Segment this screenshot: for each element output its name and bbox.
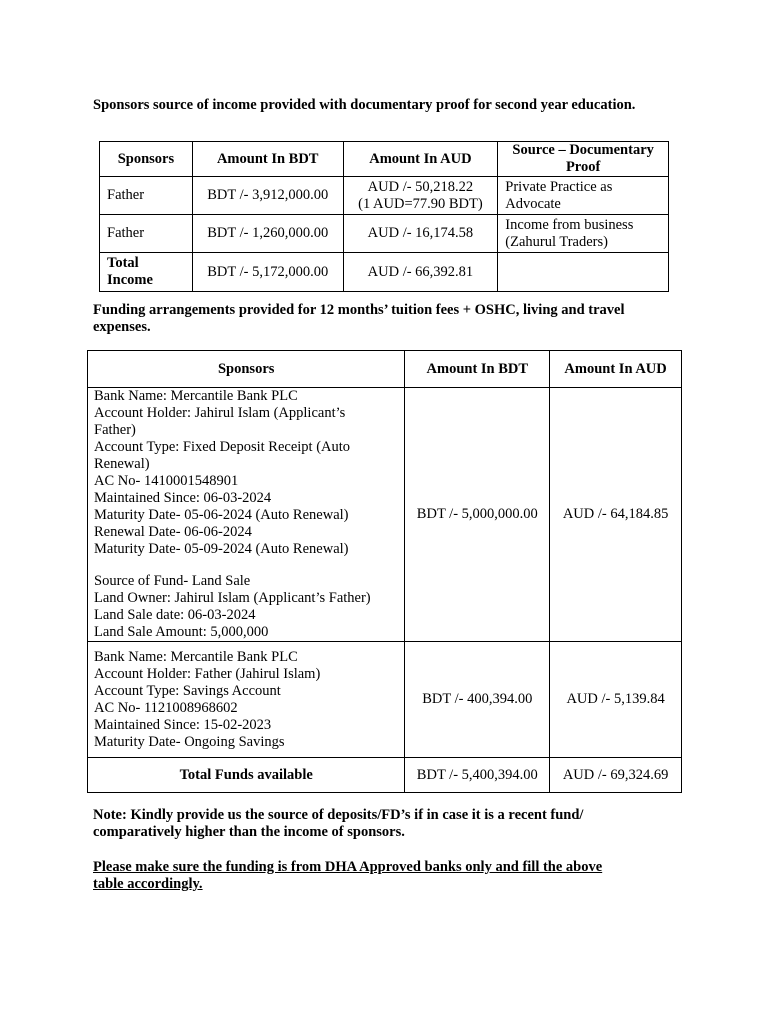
table-row (100, 215, 669, 253)
detail-line: Maturity Date- 05-06-2024 (Auto Renewal) (94, 507, 349, 523)
total-income-source (498, 253, 669, 292)
funding-total-row (88, 758, 682, 793)
total-funds-aud: AUD /- 69,324.69 (550, 758, 682, 793)
table-row (88, 388, 682, 642)
funding-section-heading (93, 302, 625, 336)
detail-line: Land Sale Amount: 5,000,000 (94, 624, 269, 640)
funding-heading-line: Funding arrangements provided for 12 months’ tuition fees + OSHC, living and travel (93, 302, 625, 318)
detail-line: Account Type: Fixed Deposit Receipt (Auto (94, 439, 351, 455)
detail-line: Maturity Date- Ongoing Savings (94, 733, 285, 750)
detail-line: Account Holder: Jahirul Islam (Applicant’s (94, 405, 346, 421)
income-source-cell (498, 215, 669, 253)
total-label-line: Total (107, 255, 139, 271)
funding-header-aud: Amount In AUD (550, 351, 682, 388)
funding-header-bdt: Amount In BDT (405, 351, 550, 388)
source-line: Advocate (505, 195, 561, 212)
total-income-label (100, 253, 193, 292)
detail-line: Maturity Date- 05-09-2024 (Auto Renewal) (94, 541, 349, 557)
income-aud-cell: AUD /- 16,174.58 (343, 215, 498, 253)
detail-line: Bank Name: Mercantile Bank PLC (94, 648, 298, 665)
detail-line: Bank Name: Mercantile Bank PLC (94, 388, 298, 404)
funding-arrangements-table (87, 350, 682, 793)
total-funds-label: Total Funds available (88, 758, 405, 793)
source-line: Private Practice as (505, 178, 613, 195)
fixed-deposit-details (88, 388, 405, 642)
income-total-row (100, 253, 669, 292)
source-line: (Zahurul Traders) (505, 233, 608, 250)
funding-aud-cell: AUD /- 5,139.84 (550, 642, 682, 758)
warning-line: table accordingly. (93, 876, 203, 892)
detail-line: Account Holder: Father (Jahirul Islam) (94, 665, 321, 682)
income-header-bdt: Amount In BDT (192, 142, 343, 177)
income-section-heading: Sponsors source of income provided with documentary proof for second year education. (93, 97, 636, 113)
deposit-source-note (93, 807, 583, 841)
funding-aud-cell: AUD /- 64,184.85 (550, 388, 682, 642)
table-row (100, 177, 669, 215)
income-source-cell (498, 177, 669, 215)
funding-table-header-row (88, 351, 682, 388)
approved-banks-warning (93, 859, 602, 893)
income-aud-value: AUD /- 50,218.22 (367, 178, 474, 195)
detail-line: Land Owner: Jahirul Islam (Applicant’s Father) (94, 590, 371, 606)
detail-line: Source of Fund- Land Sale (94, 573, 251, 589)
funding-heading-line: expenses. (93, 319, 151, 335)
detail-line: Maintained Since: 15-02-2023 (94, 716, 272, 733)
income-header-source: Source – Documentary Proof (498, 142, 669, 177)
funding-bdt-cell: BDT /- 5,000,000.00 (405, 388, 550, 642)
income-bdt-cell: BDT /- 1,260,000.00 (192, 215, 343, 253)
total-funds-bdt: BDT /- 5,400,394.00 (405, 758, 550, 793)
note-line: comparatively higher than the income of sponsors. (93, 824, 405, 840)
income-bdt-cell: BDT /- 3,912,000.00 (192, 177, 343, 215)
detail-line: Renewal) (94, 456, 150, 472)
sponsor-income-table (99, 141, 669, 292)
funding-header-sponsors: Sponsors (88, 351, 405, 388)
detail-line: Renewal Date- 06-06-2024 (94, 524, 252, 540)
detail-spacer (94, 558, 404, 573)
income-header-sponsors: Sponsors (100, 142, 193, 177)
warning-line: Please make sure the funding is from DHA Approved banks only and fill the above (93, 859, 603, 875)
detail-line: Father) (94, 422, 136, 438)
savings-account-details (88, 642, 405, 758)
funding-bdt-cell: BDT /- 400,394.00 (405, 642, 550, 758)
income-table-header-row (100, 142, 669, 177)
source-line: Income from business (505, 216, 634, 233)
detail-line: AC No- 1410001548901 (94, 473, 239, 489)
table-row (88, 642, 682, 758)
detail-line: AC No- 1121008968602 (94, 699, 238, 716)
detail-line: Account Type: Savings Account (94, 682, 281, 699)
note-line: Note: Kindly provide us the source of deposits/FD’s if in case it is a recent fund/ (93, 807, 584, 823)
total-label-line: Income (107, 272, 153, 288)
income-sponsor-cell: Father (100, 177, 193, 215)
total-income-bdt: BDT /- 5,172,000.00 (192, 253, 343, 292)
detail-line: Maintained Since: 06-03-2024 (94, 490, 272, 506)
exchange-rate-note: (1 AUD=77.90 BDT) (358, 195, 483, 212)
detail-line: Land Sale date: 06-03-2024 (94, 607, 256, 623)
income-header-aud: Amount In AUD (343, 142, 498, 177)
income-aud-cell (343, 177, 498, 215)
total-income-aud: AUD /- 66,392.81 (343, 253, 498, 292)
income-sponsor-cell: Father (100, 215, 193, 253)
